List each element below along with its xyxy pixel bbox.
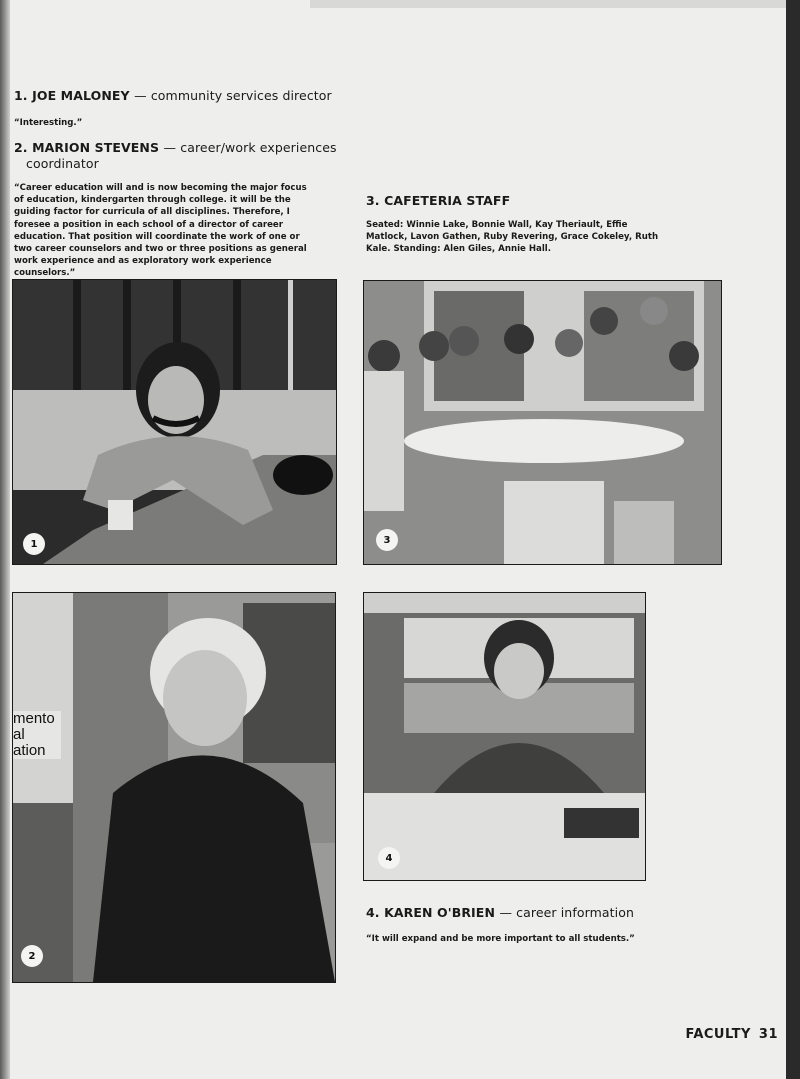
entry-2-heading [14,140,337,155]
photo-2-sign [13,711,61,759]
entry-3-heading [366,193,510,208]
photo-cafeteria-staff [363,280,722,565]
entry-2-role: — career/work experiences [163,140,337,155]
entry-2-quote: “Career education will and is now becoming the major focus of education, kindergarten through college. it will be the guiding factor for curricula of all disciplines. Therefore, I foresee a position in each school of a director of career education. That position will coordinate the work of one or two career counselors and two or three positions as general work experience and as exploratory work experience counselors.” [14,183,307,279]
photo-number-badge-3: 3 [376,529,398,551]
entry-4-quote: “It will expand and be more important to all students.” [366,934,635,944]
entry-2-name: MARION STEVENS [32,140,160,155]
page-edge [310,0,800,8]
sign-line-3: ation [13,742,46,759]
entry-2-role-cont: coordinator [26,156,99,171]
entry-1-quote: “Interesting.” [14,118,83,128]
sign-line-1: mento [13,710,55,727]
entry-1-number: 1. [14,88,28,103]
photo-joe-maloney [12,279,337,565]
photo-marion-stevens [12,592,336,983]
folio-page-number: 31 [758,1027,778,1042]
page-edge-right [786,0,800,1079]
entry-2-heading-cont [26,156,99,171]
entry-2-number: 2. [14,140,28,155]
entry-4-role: — career information [499,905,634,920]
photo-karen-obrien [363,592,646,881]
photo-number-badge-1: 1 [23,533,45,555]
entry-3-number: 3. [366,193,380,208]
entry-1-role: — community services director [134,88,332,103]
sign-line-2: al [13,726,25,743]
entry-4-name: KAREN O'BRIEN [384,905,496,920]
photo-number-badge-2: 2 [21,945,43,967]
photo-number-badge-4: 4 [378,847,400,869]
entry-1-heading [14,88,332,103]
page-gutter-shadow [0,0,10,1079]
entry-4-number: 4. [366,905,380,920]
entry-3-caption: Seated: Winnie Lake, Bonnie Wall, Kay Theriault, Effie Matlock, Lavon Gathen, Ruby Revering, Grace Cokeley, Ruth Kale. Standing: Alen Giles, Annie Hall. [366,220,659,255]
page-folio [677,1027,778,1042]
entry-4-heading [366,905,634,920]
entry-3-name: CAFETERIA STAFF [384,193,511,208]
entry-1-name: JOE MALONEY [32,88,130,103]
folio-section: FACULTY [685,1027,751,1042]
